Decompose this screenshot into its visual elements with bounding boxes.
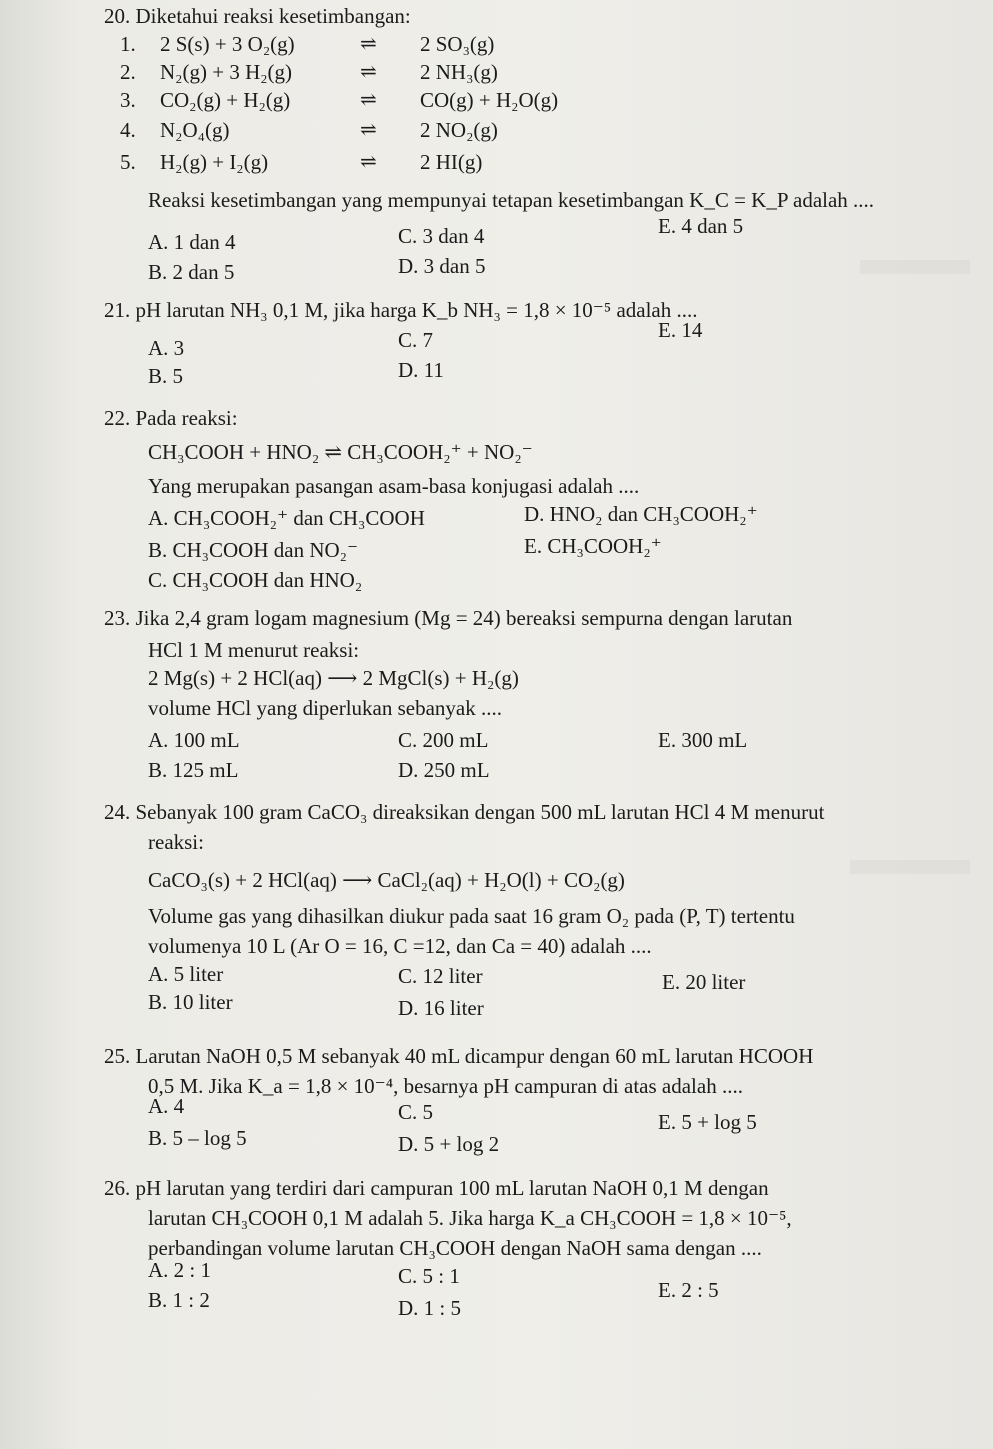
reaction-number: 2.: [120, 60, 136, 84]
option-b[interactable]: B. 5 – log 5: [148, 1126, 247, 1150]
option-c[interactable]: C. 5: [398, 1100, 434, 1124]
question-23-stem: [104, 606, 792, 632]
reaction-number: 5.: [120, 150, 136, 174]
question-text: Larutan NaOH 0,5 M sebanyak 40 mL dicampur dengan 60 mL larutan HCOOH: [135, 1044, 814, 1068]
question-text: Pada reaksi:: [135, 406, 238, 430]
reaction-reactants: 2 S(s) + 3 O₂(g): [160, 32, 295, 56]
option-a[interactable]: A. 3: [148, 336, 185, 360]
option-c[interactable]: C. 200 mL: [398, 728, 489, 752]
option-d[interactable]: D. HNO₂ dan CH₃COOH₂⁺: [524, 502, 758, 526]
option-b[interactable]: B. 125 mL: [148, 758, 239, 782]
question-number: 24.: [104, 800, 131, 824]
option-d[interactable]: D. 1 : 5: [398, 1296, 461, 1320]
reaction-products: CO(g) + H₂O(g): [420, 88, 559, 112]
option-e[interactable]: E. 4 dan 5: [658, 214, 744, 238]
question-text: Diketahui reaksi kesetimbangan:: [135, 4, 411, 28]
option-c[interactable]: C. 3 dan 4: [398, 224, 485, 248]
reaction-number: 1.: [120, 32, 136, 56]
question-24-reaction: CaCO₃(s) + 2 HCl(aq) ⟶ CaCl₂(aq) + H₂O(l) + CO₂(g): [148, 868, 625, 892]
equilibrium-arrow: ⇌: [360, 33, 375, 55]
option-d[interactable]: D. 16 liter: [398, 996, 484, 1020]
question-26-stem: [104, 1176, 769, 1202]
question-22-stem: [104, 406, 238, 432]
question-26-stem-line2: larutan CH₃COOH 0,1 M adalah 5. Jika harga K_a CH₃COOH = 1,8 × 10⁻⁵,: [148, 1206, 792, 1230]
question-text: Jika 2,4 gram logam magnesium (Mg = 24) bereaksi sempurna dengan larutan: [135, 606, 793, 630]
option-a[interactable]: A. 2 : 1: [148, 1258, 211, 1282]
question-21-stem: [104, 298, 698, 324]
reaction-products: 2 NH₃(g): [420, 60, 498, 84]
option-e[interactable]: E. 20 liter: [662, 970, 746, 994]
option-b[interactable]: B. CH₃COOH dan NO₂⁻: [148, 538, 359, 562]
question-number: 22.: [104, 406, 131, 430]
question-number: 26.: [104, 1176, 131, 1200]
question-number: 25.: [104, 1044, 131, 1068]
question-23-reaction: 2 Mg(s) + 2 HCl(aq) ⟶ 2 MgCl(s) + H₂(g): [148, 666, 519, 690]
question-23-prompt: volume HCl yang diperlukan sebanyak ....: [148, 696, 503, 720]
option-a[interactable]: A. CH₃COOH₂⁺ dan CH₃COOH: [148, 506, 425, 530]
question-23-stem-line2: HCl 1 M menurut reaksi:: [148, 638, 360, 662]
reaction-products: 2 SO₃(g): [420, 32, 495, 56]
question-text: pH larutan NH₃ 0,1 M, jika harga K_b NH₃ = 1,8 × 10⁻⁵ adalah ....: [135, 298, 698, 322]
option-a[interactable]: A. 4: [148, 1094, 185, 1118]
option-c[interactable]: C. 12 liter: [398, 964, 483, 988]
equilibrium-arrow: ⇌: [360, 119, 375, 141]
option-a[interactable]: A. 100 mL: [148, 728, 240, 752]
reaction-number: 4.: [120, 118, 136, 142]
question-number: 23.: [104, 606, 131, 630]
reaction-number: 3.: [120, 88, 136, 112]
reaction-products: 2 HI(g): [420, 150, 483, 174]
reaction-reactants: N₂(g) + 3 H₂(g): [160, 60, 293, 84]
question-26-stem-line3: perbandingan volume larutan CH₃COOH dengan NaOH sama dengan ....: [148, 1236, 762, 1260]
option-e[interactable]: E. CH₃COOH₂⁺: [524, 534, 662, 558]
show-through-smudge: [850, 860, 970, 874]
option-d[interactable]: D. 250 mL: [398, 758, 490, 782]
question-22-prompt: Yang merupakan pasangan asam-basa konjugasi adalah ....: [148, 474, 640, 498]
option-e[interactable]: E. 5 + log 5: [658, 1110, 757, 1134]
question-22-reaction: CH₃COOH + HNO₂ ⇌ CH₃COOH₂⁺ + NO₂⁻: [148, 440, 533, 464]
reaction-reactants: CO₂(g) + H₂(g): [160, 88, 291, 112]
question-20-stem: [104, 4, 411, 30]
option-b[interactable]: B. 1 : 2: [148, 1288, 210, 1312]
option-b[interactable]: B. 5: [148, 364, 184, 388]
question-20-prompt: Reaksi kesetimbangan yang mempunyai tetapan kesetimbangan K_C = K_P adalah ....: [148, 188, 875, 212]
question-25-stem: [104, 1044, 813, 1070]
option-d[interactable]: D. 5 + log 2: [398, 1132, 500, 1156]
question-24-stem: [104, 800, 824, 826]
option-c[interactable]: C. CH₃COOH dan HNO₂: [148, 568, 363, 592]
question-number: 21.: [104, 298, 131, 322]
option-e[interactable]: E. 300 mL: [658, 728, 748, 752]
option-a[interactable]: A. 1 dan 4: [148, 230, 236, 254]
option-d[interactable]: D. 11: [398, 358, 444, 382]
reaction-reactants: N₂O₄(g): [160, 118, 230, 142]
option-c[interactable]: C. 5 : 1: [398, 1264, 460, 1288]
equilibrium-arrow: ⇌: [360, 89, 375, 111]
question-number: 20.: [104, 4, 131, 28]
option-a[interactable]: A. 5 liter: [148, 962, 224, 986]
reaction-reactants: H₂(g) + I₂(g): [160, 150, 269, 174]
option-e[interactable]: E. 14: [658, 318, 703, 342]
question-25-stem-line2: 0,5 M. Jika K_a = 1,8 × 10⁻⁴, besarnya pH campuran di atas adalah ....: [148, 1074, 743, 1098]
question-text: Sebanyak 100 gram CaCO₃ direaksikan dengan 500 mL larutan HCl 4 M menurut: [135, 800, 825, 824]
question-24-prompt: Volume gas yang dihasilkan diukur pada saat 16 gram O₂ pada (P, T) tertentu: [148, 904, 795, 928]
option-b[interactable]: B. 10 liter: [148, 990, 233, 1014]
option-b[interactable]: B. 2 dan 5: [148, 260, 235, 284]
show-through-smudge: [860, 260, 970, 274]
option-e[interactable]: E. 2 : 5: [658, 1278, 719, 1302]
equilibrium-arrow: ⇌: [360, 151, 375, 173]
question-text: pH larutan yang terdiri dari campuran 100 mL larutan NaOH 0,1 M dengan: [135, 1176, 769, 1200]
option-c[interactable]: C. 7: [398, 328, 434, 352]
question-24-stem-line2: reaksi:: [148, 830, 204, 854]
option-d[interactable]: D. 3 dan 5: [398, 254, 486, 278]
equilibrium-arrow: ⇌: [360, 61, 375, 83]
reaction-products: 2 NO₂(g): [420, 118, 498, 142]
question-24-prompt-line2: volumenya 10 L (Ar O = 16, C =12, dan Ca = 40) adalah ....: [148, 934, 652, 958]
